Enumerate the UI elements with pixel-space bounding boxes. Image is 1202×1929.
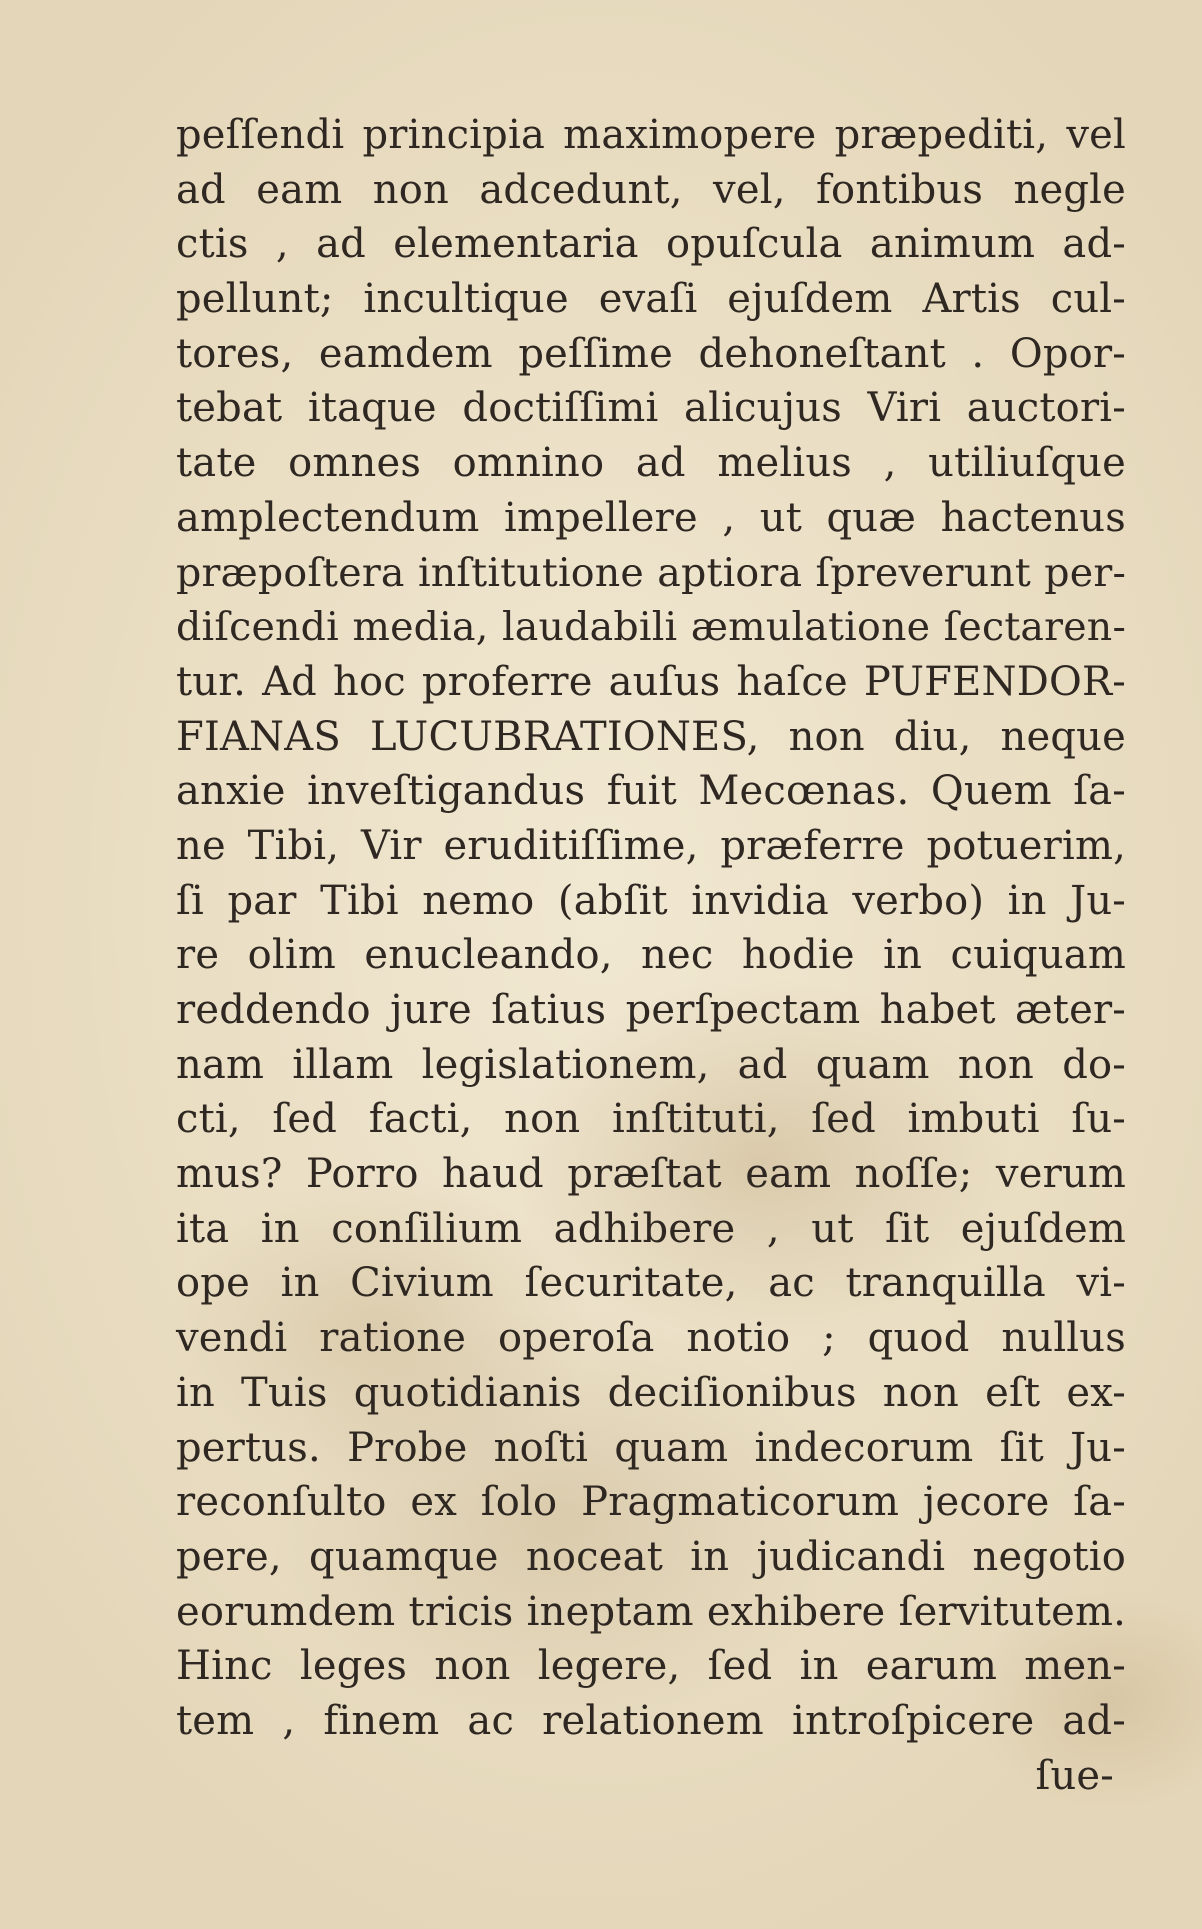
text-line: ne Tibi, Vir eruditiſſime, præferre potuerim, [176,822,1126,869]
body-text [176,108,1126,1803]
text-line: reddendo jure ſatius perſpectam habet æter- [176,987,1126,1033]
text-line: mus? Porro haud præſtat eam noſſe; verum [176,1151,1126,1198]
text-line: amplectendum impellere , ut quæ hactenus [176,494,1126,541]
text-line: eorumdem tricis ineptam exhibere ſervitutem. [176,1588,1126,1635]
text-line: ad eam non adcedunt, vel, fontibus negle [176,166,1126,213]
text-line: pere, quamque noceat in judicandi negotio [176,1533,1126,1580]
text-line: tem , finem ac relationem introſpicere ad- [176,1697,1126,1744]
text-line: præpoſtera inſtitutione aptiora ſpreverunt per- [176,549,1126,596]
text-line: peſſendi principia maximopere præpediti, vel [176,112,1126,158]
text-line: in Tuis quotidianis deciſionibus non eſt ex- [176,1369,1126,1416]
text-line: pellunt; incultique evaſi ejuſdem Artis cul- [176,276,1126,323]
catchword: ſue- [1035,1752,1114,1799]
text-line: ope in Civium ſecuritate, ac tranquilla vi- [176,1260,1126,1307]
text-line: cti, ſed facti, non inſtituti, ſed imbuti ſu- [176,1096,1126,1143]
text-line: ſi par Tibi nemo (abſit invidia verbo) in Ju- [176,877,1126,924]
text-line: pertus. Probe noſti quam indecorum ſit Ju- [176,1424,1126,1471]
text-line: ctis , ad elementaria opuſcula animum ad- [176,221,1126,268]
text-line: re olim enucleando, nec hodie in cuiquam [176,932,1126,979]
text-line: tores, eamdem peſſime dehoneſtant . Opor- [176,330,1126,377]
text-line: anxie inveſtigandus fuit Mecœnas. Quem ſa- [176,768,1126,815]
text-line: FIANAS LUCUBRATIONES, non diu, neque [176,713,1126,760]
text-line: reconſulto ex ſolo Pragmaticorum jecore ſa- [176,1479,1126,1526]
text-line: nam illam legislationem, ad quam non do- [176,1041,1126,1088]
text-line: ita in conſilium adhibere , ut ſit ejuſdem [176,1205,1126,1252]
text-line: tur. Ad hoc proferre auſus haſce PUFENDOR- [176,658,1126,705]
text-line: diſcendi media, laudabili æmulatione ſectaren- [176,604,1126,651]
text-line: tebat itaque doctiſſimi alicujus Viri auctori- [176,385,1126,432]
text-line: Hinc leges non legere, ſed in earum men- [176,1643,1126,1690]
text-line: vendi ratione operoſa notio ; quod nullus [176,1315,1126,1362]
text-line: tate omnes omnino ad melius , utiliuſque [176,440,1126,487]
